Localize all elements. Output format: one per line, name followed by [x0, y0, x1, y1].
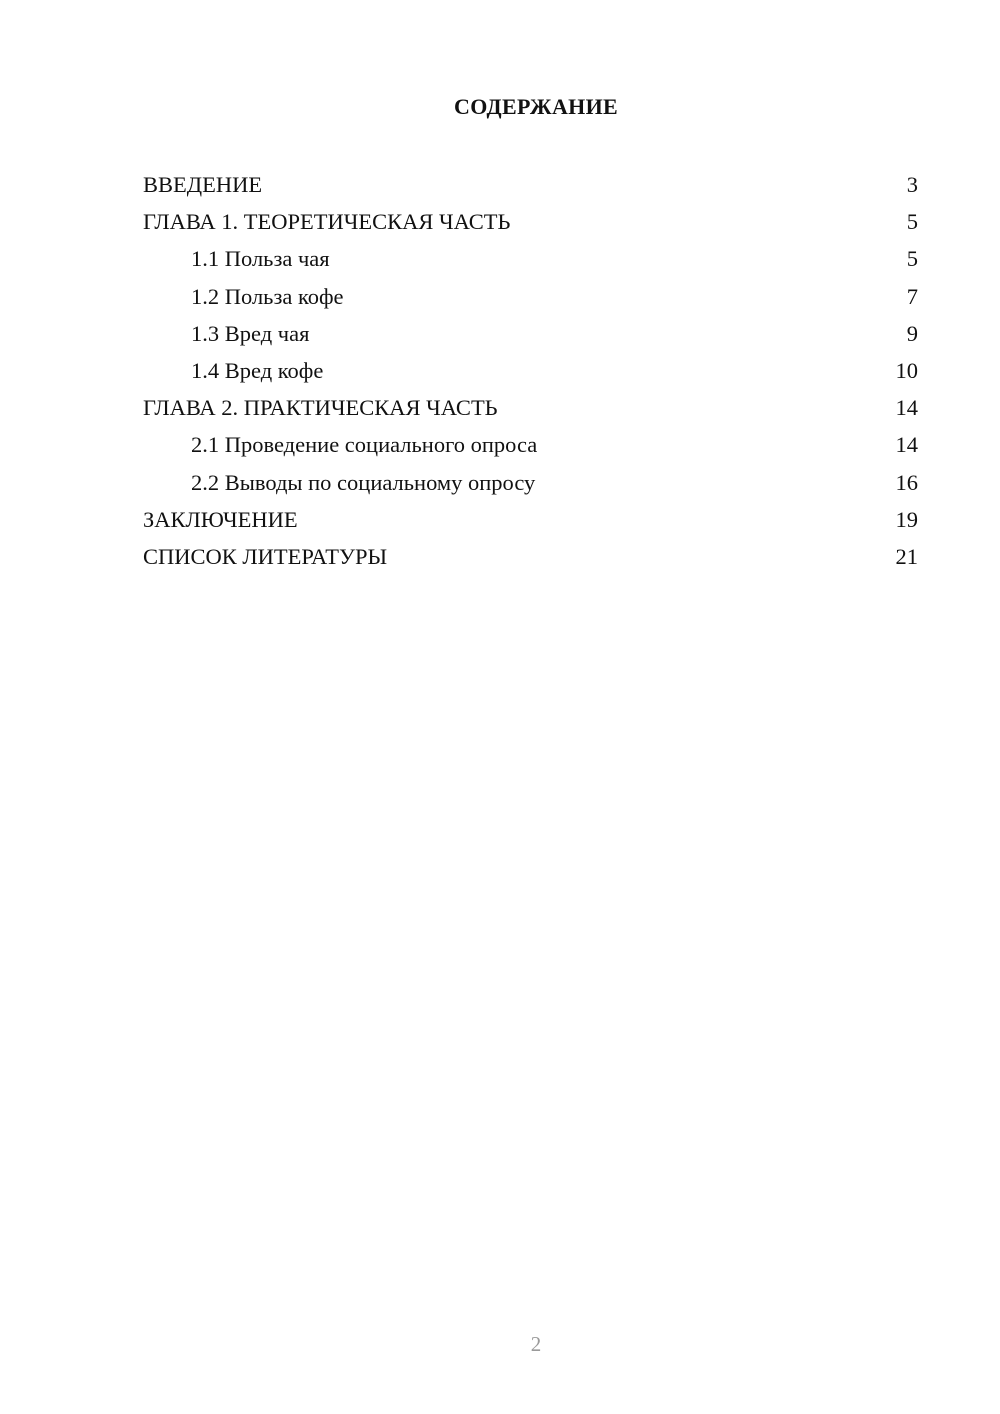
toc-entry-label: 2.2 Выводы по социальному опросу [191, 469, 536, 495]
toc-entry-chapter-1[interactable] [143, 203, 918, 240]
toc-entry-label: 2.1 Проведение социального опроса [191, 432, 538, 458]
toc-entry-page: 21 [895, 543, 918, 569]
page-number: 2 [530, 1332, 542, 1356]
toc-entry-section-1-1[interactable] [143, 240, 918, 277]
toc-entry-conclusion[interactable] [143, 501, 918, 538]
toc-entry-page: 16 [895, 469, 918, 495]
toc-entry-page: 19 [895, 506, 918, 532]
toc-entry-page: 3 [906, 172, 918, 197]
toc-entry-page: 5 [906, 209, 918, 235]
toc-entry-page: 10 [895, 357, 918, 383]
toc-entry-label: ГЛАВА 1. ТЕОРЕТИЧЕСКАЯ ЧАСТЬ [143, 209, 511, 235]
toc-entry-section-2-2[interactable] [143, 464, 918, 501]
toc-entry-page: 7 [906, 283, 918, 309]
toc-entry-label: ЗАКЛЮЧЕНИЕ [143, 506, 298, 532]
toc-title: СОДЕРЖАНИЕ [454, 94, 618, 119]
toc-entry-label: 1.1 Польза чая [191, 246, 330, 272]
toc-entry-label: 1.3 Вред чая [191, 320, 310, 346]
toc-entry-introduction[interactable] [143, 166, 918, 203]
toc-entry-label: ГЛАВА 2. ПРАКТИЧЕСКАЯ ЧАСТЬ [143, 395, 498, 421]
toc-entry-chapter-2[interactable] [143, 389, 918, 426]
toc-entry-page: 14 [895, 395, 918, 421]
toc-entry-page: 5 [906, 246, 918, 272]
table-of-contents [143, 166, 918, 575]
toc-entry-section-1-4[interactable] [143, 352, 918, 389]
toc-entry-section-1-2[interactable] [143, 278, 918, 315]
toc-entry-section-2-1[interactable] [143, 426, 918, 463]
toc-entry-bibliography[interactable] [143, 538, 918, 575]
toc-entry-section-1-3[interactable] [143, 315, 918, 352]
toc-entry-label: 1.4 Вред кофе [191, 357, 324, 383]
toc-entry-label: СПИСОК ЛИТЕРАТУРЫ [143, 543, 388, 569]
toc-entry-label: 1.2 Польза кофе [191, 283, 344, 309]
toc-entry-page: 9 [906, 320, 918, 346]
toc-entry-label: ВВЕДЕНИЕ [143, 172, 263, 197]
toc-entry-page: 14 [895, 432, 918, 458]
